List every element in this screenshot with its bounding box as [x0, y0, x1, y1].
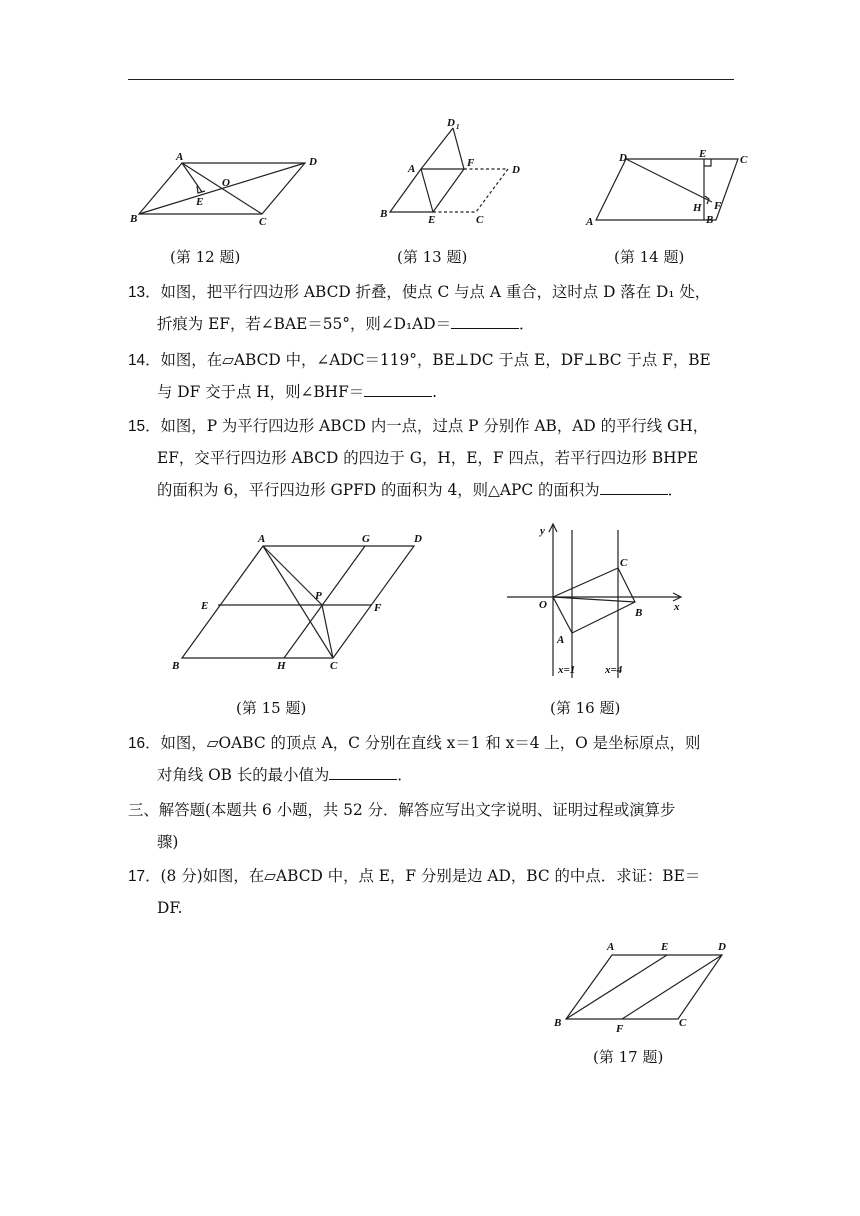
- f16-label-b: B: [635, 607, 643, 619]
- q17-number: 17: [128, 868, 146, 885]
- caption-13: (第 13 题): [397, 248, 468, 266]
- caption-15: (第 15 题): [236, 699, 307, 717]
- f12-label-b: B: [130, 213, 138, 225]
- f15-label-e: E: [201, 600, 209, 612]
- f13-label-e: E: [428, 214, 436, 226]
- f13-label-c: C: [476, 214, 484, 226]
- f15-label-b: B: [172, 660, 180, 672]
- f15-label-p: P: [315, 590, 322, 602]
- q17-line1: ．(8 分)如图，在▱ABCD 中，点 E，F 分别是边 AD，BC 的中点．求证：BE＝: [145, 867, 701, 885]
- f12-label-e: E: [196, 196, 204, 208]
- f12-label-c: C: [259, 216, 267, 228]
- q14-line2: 与 DF 交于点 H，则∠BHF＝: [157, 383, 365, 401]
- f16-label-a: A: [557, 634, 565, 646]
- f12-label-d: D: [309, 156, 317, 168]
- f14-label-d: D: [619, 152, 627, 164]
- f13-label-f: F: [467, 157, 475, 169]
- f17-label-b: B: [554, 1017, 562, 1029]
- caption-17: (第 17 题): [593, 1048, 664, 1066]
- q15-line3: 的面积为 6，平行四边形 GPFD 的面积为 4，则△APC 的面积为: [157, 481, 600, 499]
- q14-line2-end: .: [432, 383, 438, 401]
- f13-label-b: B: [380, 208, 388, 220]
- q16-line2-end: ．: [397, 766, 413, 784]
- q14-number: 14: [128, 352, 146, 369]
- f13-label-a: A: [408, 163, 416, 175]
- f16-label-x4: x=4: [605, 664, 623, 676]
- q13-line2-end: ．: [519, 315, 535, 333]
- f17-label-f: F: [616, 1023, 624, 1035]
- f12-label-o: O: [222, 177, 230, 189]
- f14-label-c: C: [740, 154, 748, 166]
- f17-df: [622, 955, 722, 1019]
- caption-16: (第 16 题): [550, 699, 621, 717]
- f16-label-x1: x=1: [558, 664, 576, 676]
- section-3-line1: 三、解答题(本题共 6 小题，共 52 分．解答应写出文字说明、证明过程或演算步: [128, 801, 676, 819]
- f15-label-h: H: [277, 660, 286, 672]
- q15-line2: EF，交平行四边形 ABCD 的四边于 G，H，E，F 四点，若平行四边形 BHPE: [157, 449, 699, 467]
- q13-line1: ．如图，把平行四边形 ABCD 折叠，使点 C 与点 A 重合，这时点 D 落在 D₁ 处，: [145, 283, 711, 301]
- f15-label-f: F: [374, 602, 382, 614]
- f14-label-e: E: [699, 148, 707, 160]
- f13-label-d: D: [512, 164, 520, 176]
- f14-label-a: A: [586, 216, 594, 228]
- f17-parallelogram: [566, 955, 722, 1019]
- f13-label-d1-sub: 1: [456, 123, 460, 131]
- q13-line2: 折痕为 EF，若∠BAE＝55°，则∠D₁AD＝: [157, 315, 452, 333]
- f13-label-d1: D: [447, 117, 455, 129]
- q16-line1: ．如图，▱OABC 的顶点 A，C 分别在直线 x＝1 和 x＝4 上，O 是坐标原点，则: [145, 734, 701, 752]
- f14-label-b: B: [706, 214, 714, 226]
- q15-line3-end: ．: [667, 481, 684, 499]
- f15-label-c: C: [330, 660, 338, 672]
- f15-label-d: D: [414, 533, 422, 545]
- q14-line1: ．如图，在▱ABCD 中，∠ADC＝119°，BE⊥DC 于点 E，DF⊥BC 于点 F，BE: [145, 351, 711, 369]
- f16-label-x: x: [674, 601, 680, 613]
- f15-label-g: G: [362, 533, 370, 545]
- q16-number: 16: [128, 735, 146, 752]
- q15-line1: ．如图，P 为平行四边形 ABCD 内一点，过点 P 分别作 AB，AD 的平行线 GH，: [145, 417, 709, 435]
- f17-label-c: C: [679, 1017, 687, 1029]
- caption-14: (第 14 题): [614, 248, 685, 266]
- f17-label-e: E: [661, 941, 669, 953]
- f15-label-a: A: [258, 533, 266, 545]
- q16-line2: 对角线 OB 长的最小值为: [157, 766, 330, 784]
- f14-label-h: H: [693, 202, 702, 214]
- q17-line2: DF.: [157, 899, 183, 917]
- f12-label-a: A: [176, 151, 184, 163]
- section-3-line2: 骤): [157, 833, 179, 851]
- f16-label-y: y: [540, 525, 545, 537]
- f14-label-f: F: [714, 200, 722, 212]
- f17-be: [566, 955, 667, 1019]
- q13-number: 13: [128, 284, 146, 301]
- q15-number: 15: [128, 418, 146, 435]
- caption-12: (第 12 题): [170, 248, 241, 266]
- f16-label-o: O: [539, 599, 547, 611]
- f17-label-a: A: [607, 941, 615, 953]
- f16-label-c: C: [620, 557, 628, 569]
- f17-label-d: D: [718, 941, 726, 953]
